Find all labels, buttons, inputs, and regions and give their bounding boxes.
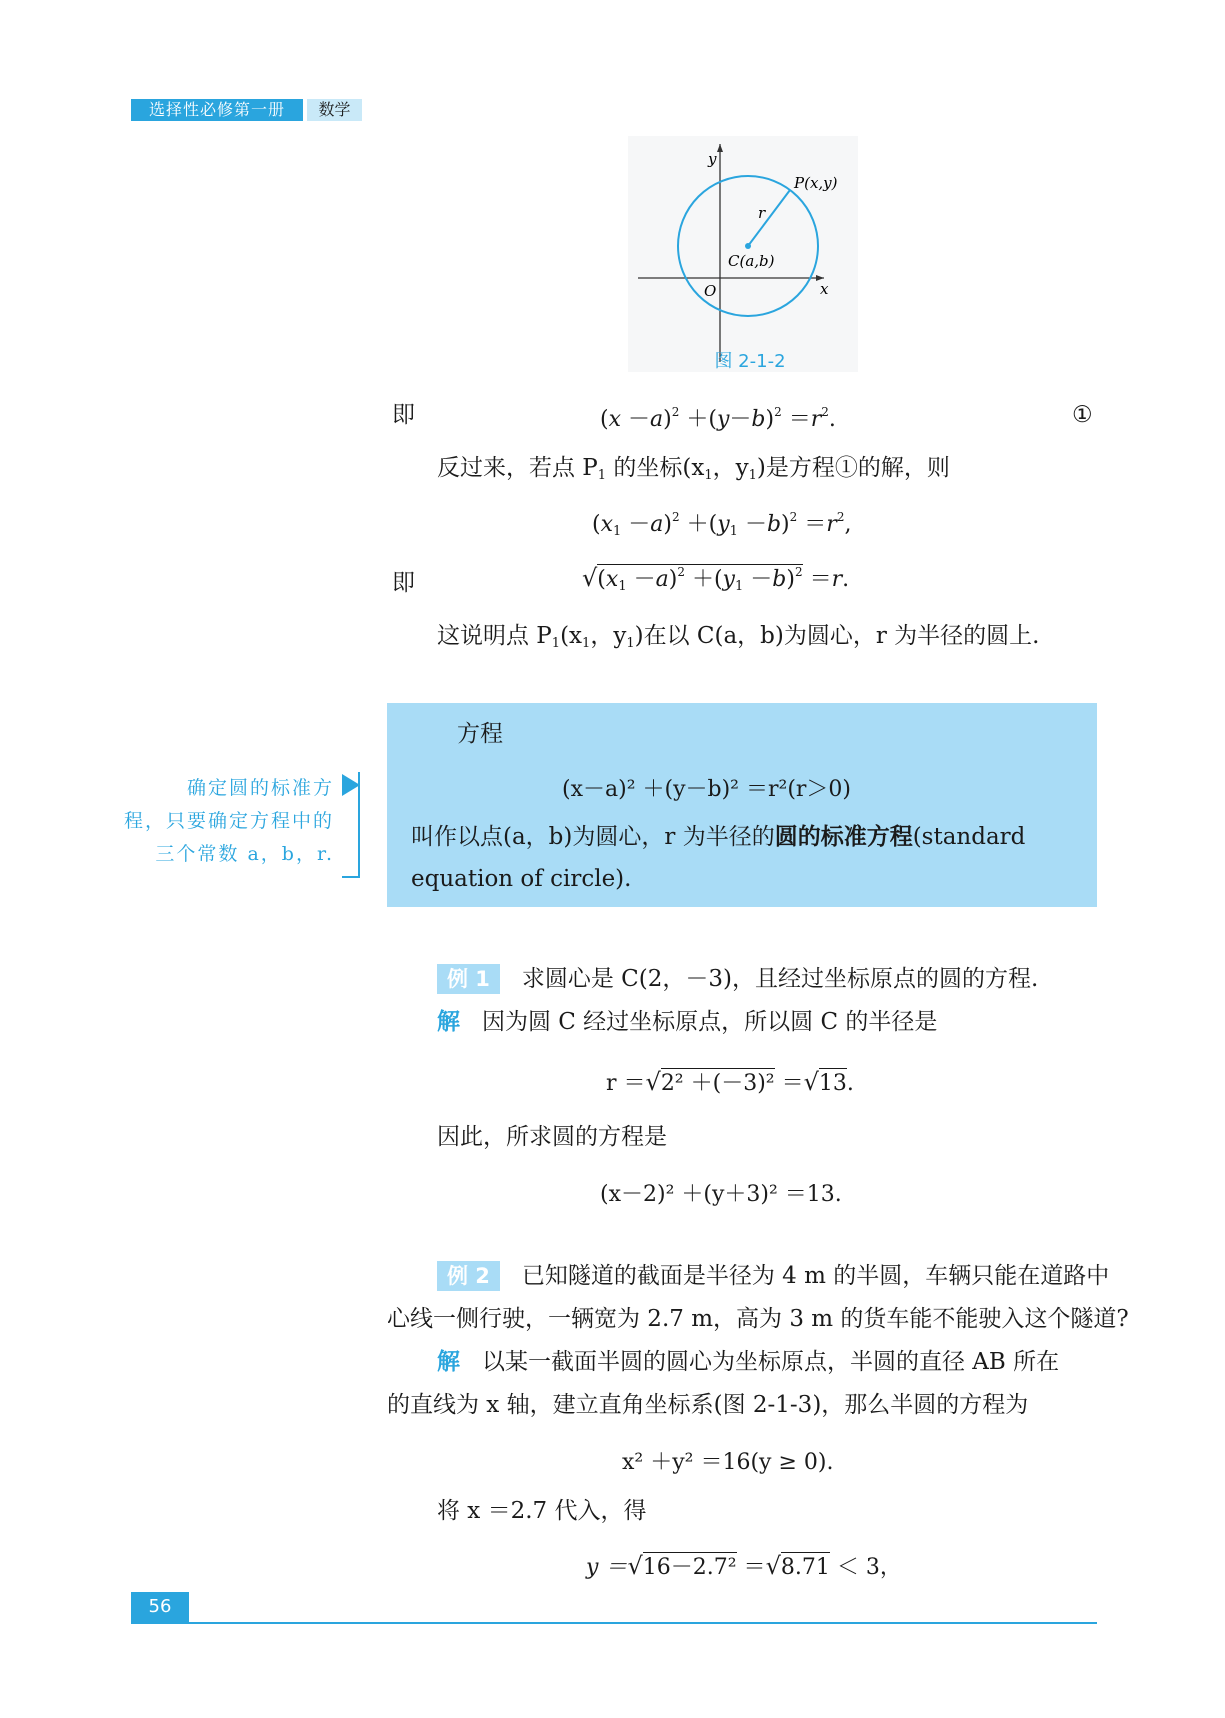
definition-head: 方程 — [457, 721, 503, 747]
example-2-line2: 心线一侧行驶，一辆宽为 2.7 m，高为 3 m 的货车能不能驶入这个隧道? — [387, 1306, 1129, 1332]
definition-text-line2: equation of circle). — [411, 866, 632, 892]
equation-1: $(x -a)^2 +(y-b)^2 =r^2$. — [600, 405, 836, 432]
center-label: C(a,b) — [728, 252, 775, 270]
equation-2: $(x_1 -a)^2 +(y_1 -b)^2 =r^2$, — [592, 510, 852, 539]
example-1-tag: 例 1 — [437, 964, 500, 994]
example-2-tag: 例 2 — [437, 1261, 500, 1291]
book-title: 选择性必修第一册 — [131, 99, 303, 121]
definition-term: 圆的标准方程 — [774, 824, 913, 850]
ji-label-2: 即 — [392, 570, 415, 596]
example-1-solution: 解 因为圆 C 经过坐标原点，所以圆 C 的半径是 — [437, 1009, 938, 1035]
example-1-therefore: 因此，所求圆的方程是 — [437, 1124, 667, 1150]
example-2-semicircle-eq: x² ＋y² ＝16(y ≥ 0). — [622, 1450, 834, 1475]
solution-label-1: 解 — [437, 1009, 460, 1035]
side-note: 确定圆的标准方 程，只要确定方程中的 三个常数 a，b，r. — [123, 777, 334, 865]
figure-caption: 图 2-1-2 — [714, 351, 786, 372]
point-p-label: P(x,y) — [794, 174, 838, 192]
center-point — [745, 243, 751, 249]
example-1-radius: r ＝√2² ＋(－3)² ＝√13. — [606, 1068, 854, 1096]
subject-label: 数学 — [307, 99, 362, 121]
paragraph-converse: 反过来，若点 $P_1$ 的坐标($x_1$，$y_1$)是方程①的解，则 — [437, 455, 950, 483]
solution-label-2: 解 — [437, 1349, 460, 1375]
definition-formula: (x－a)² ＋(y－b)² ＝r²(r＞0) — [562, 777, 852, 802]
definition-text: 叫作以点(a，b)为圆心，r 为半径的圆的标准方程(standard — [411, 824, 1026, 850]
radius-line — [748, 190, 790, 246]
radius-label: r — [758, 204, 766, 222]
paragraph-conclusion: 这说明点 $P_1(x_1$，$y_1$)在以 C(a，b)为圆心，r 为半径的圆上. — [437, 623, 1040, 651]
page-number: 56 — [131, 1592, 189, 1622]
example-2-substitute: 将 x ＝2.7 代入，得 — [437, 1498, 647, 1524]
example-1-final: (x－2)² ＋(y＋3)² ＝13. — [600, 1182, 842, 1207]
equation-3: $√(x_1 -a)^2 +(y_1 -b)^2 =r$. — [582, 564, 850, 594]
y-label: y — [708, 150, 717, 168]
figure-circle — [628, 136, 858, 372]
origin-label: O — [704, 282, 717, 300]
example-2-y-value: y ＝√16－2.7² ＝√8.71 ＜ 3， — [586, 1552, 902, 1580]
ji-label-1: 即 — [392, 402, 415, 428]
equation-number: ① — [1072, 402, 1093, 428]
example-2-line1: 例 2 已知隧道的截面是半径为 4 m 的半圆，车辆只能在道路中 — [437, 1261, 1109, 1291]
circle-diagram — [628, 136, 858, 372]
side-note-triangle-icon — [342, 774, 360, 796]
footer-rule — [131, 1622, 1097, 1624]
example-2-solution: 解 以某一截面半圆的圆心为坐标原点，半圆的直径 AB 所在 — [437, 1349, 1060, 1375]
x-label: x — [820, 280, 829, 298]
example-2-solution-line2: 的直线为 x 轴，建立直角坐标系(图 2-1-3)，那么半圆的方程为 — [387, 1392, 1029, 1418]
y-axis-arrow — [717, 144, 723, 152]
example-1-question: 例 1 求圆心是 C(2，－3)，且经过坐标原点的圆的方程. — [437, 964, 1038, 994]
